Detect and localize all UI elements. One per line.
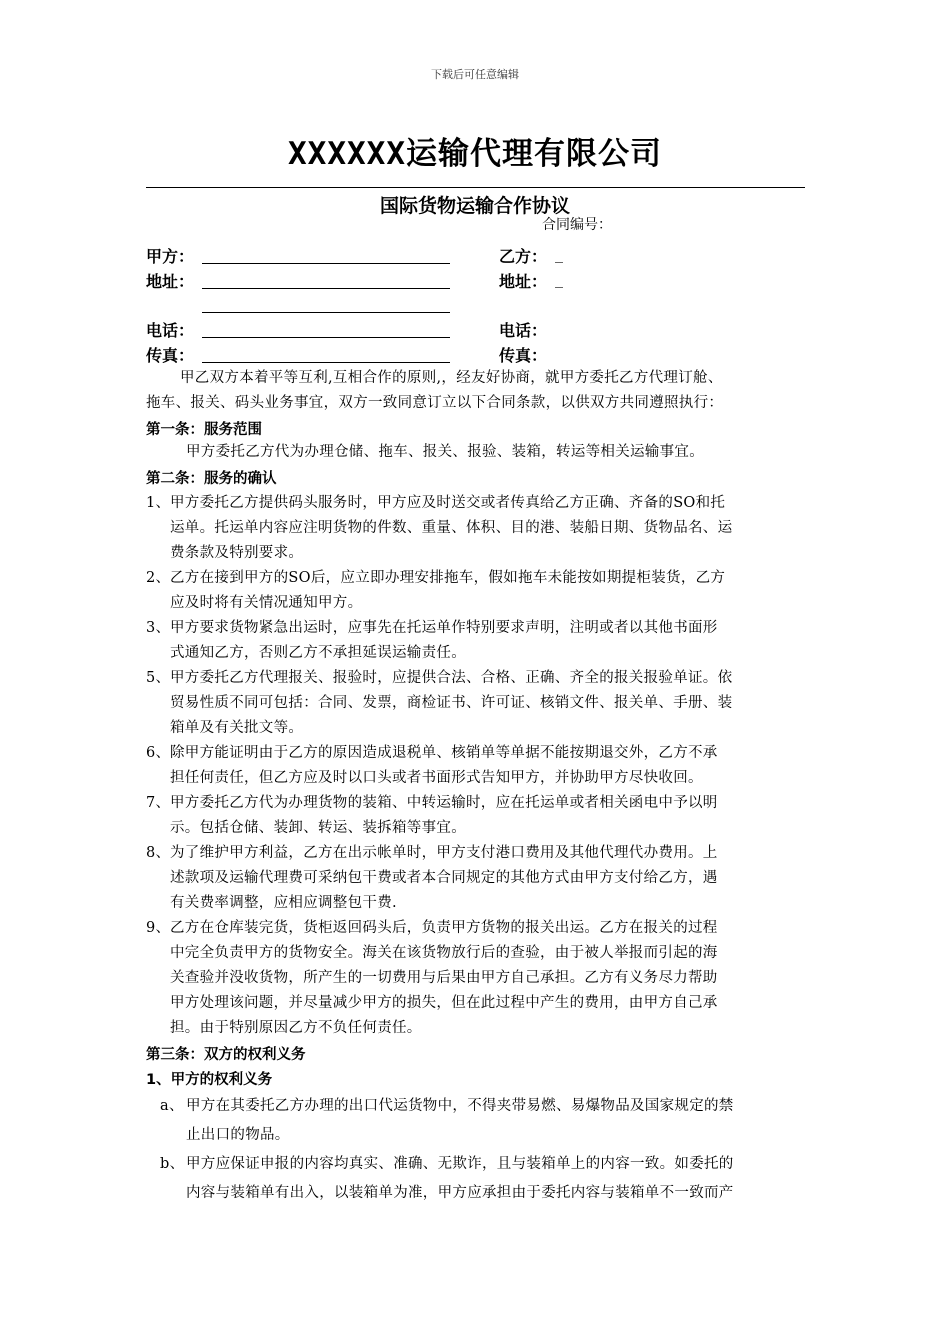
list-item-line: 中完全负责甲方的货物安全。海关在该货物放行后的查验，由于被人举报而引起的海 [170, 945, 718, 961]
list-item-line: 乙方在接到甲方的SO后，应立即办理安排拖车，假如拖车未能按如期提柜装货，乙方 [170, 570, 726, 586]
list-item-line: 乙方在仓库装完货，货柜返回码头后，负责甲方货物的报关出运。乙方在报关的过程 [170, 920, 718, 936]
list-item-line: 甲方委托乙方代为办理货物的装箱、中转运输时，应在托运单或者相关函电中予以明 [170, 795, 718, 811]
address-a-label: 地址： [146, 272, 195, 291]
address-a-line-2 [202, 312, 450, 313]
list-item-line: 担。由于特别原因乙方不负任何责任。 [170, 1020, 422, 1036]
fax-a-line [202, 362, 450, 363]
list-item-line: 甲方委托乙方代理报关、报验时，应提供合法、合格、正确、齐全的报关报验单证。依 [170, 670, 733, 686]
party-a-line [202, 263, 450, 264]
list-item-line: 有关费率调整，应相应调整包干费. [170, 895, 397, 911]
address-a-line [202, 288, 450, 289]
list-item-number: 7、 [146, 795, 171, 811]
list-item-number: 5、 [146, 670, 171, 686]
list-item-number: 8、 [146, 845, 171, 861]
list-item-number: 1、 [146, 495, 171, 511]
list-item-line: 甲方应保证申报的内容均真实、准确、无欺诈，且与装箱单上的内容一致。如委托的 [186, 1156, 734, 1172]
fax-b-label: 传真： [499, 346, 548, 365]
article-3-heading: 第三条：双方的权利义务 [146, 1047, 306, 1063]
intro-line-2: 拖车、报关、码头业务事宜，双方一致同意订立以下合同条款，以供双方共同遵照执行： [146, 395, 724, 411]
list-item-line: 甲方委托乙方提供码头服务时，甲方应及时送交或者传真给乙方正确、齐备的SO和托 [170, 495, 726, 511]
list-item-number: 2、 [146, 570, 171, 586]
list-item-line: 费条款及特别要求。 [170, 545, 304, 561]
party-a-label: 甲方： [146, 247, 195, 266]
list-item-line: 止出口的物品。 [186, 1127, 290, 1143]
address-b-blank: _ [555, 269, 563, 288]
party-b-blank: _ [555, 244, 563, 263]
list-item-number: a、 [160, 1098, 184, 1114]
list-item-number: 6、 [146, 745, 171, 761]
list-item-line: 贸易性质不同可包括：合同、发票，商检证书、许可证、核销文件、报关单、手册、装 [170, 695, 733, 711]
list-item-line: 除甲方能证明由于乙方的原因造成退税单、核销单等单据不能按期退交外，乙方不承 [170, 745, 718, 761]
article-1-text: 甲方委托乙方代为办理仓储、拖车、报关、报验、装箱，转运等相关运输事宜。 [186, 444, 704, 460]
list-item-line: 关查验并没收货物，所产生的一切费用与后果由甲方自己承担。乙方有义务尽力帮助 [170, 970, 718, 986]
article-2-heading: 第二条：服务的确认 [146, 471, 277, 487]
list-item-line: 应及时将有关情况通知甲方。 [170, 595, 363, 611]
list-item-number: b、 [160, 1156, 185, 1172]
list-item-line: 甲方在其委托乙方办理的出口代运货物中，不得夹带易燃、易爆物品及国家规定的禁 [186, 1098, 734, 1114]
list-item-line: 示。包括仓储、装卸、转运、装拆箱等事宜。 [170, 820, 466, 836]
address-b-label: 地址： [499, 272, 548, 291]
article-3-subheading-1: 1、甲方的权利义务 [146, 1072, 273, 1088]
list-item-line: 甲方要求货物紧急出运时，应事先在托运单作特别要求声明，注明或者以其他书面形 [170, 620, 718, 636]
document-title: 国际货物运输合作协议 [379, 195, 570, 217]
fax-a-label: 传真： [146, 346, 195, 365]
phone-a-line [202, 337, 450, 338]
list-item-line: 箱单及有关批文等。 [170, 720, 304, 736]
company-name: XXXXXX运输代理有限公司 [288, 136, 662, 172]
intro-line-1: 甲乙双方本着平等互利,互相合作的原则,，经友好协商，就甲方委托乙方代理订舱、 [180, 370, 723, 386]
list-item-line: 运单。托运单内容应注明货物的件数、重量、体积、目的港、装船日期、货物品名、运 [170, 520, 733, 536]
header-note: 下载后可任意编辑 [431, 68, 519, 81]
phone-a-label: 电话： [146, 321, 195, 340]
party-b-label: 乙方： [499, 247, 548, 266]
phone-b-label: 电话： [499, 321, 548, 340]
list-item-line: 述款项及运输代理费可采纳包干费或者本合同规定的其他方式由甲方支付给乙方，遇 [170, 870, 718, 886]
list-item-line: 为了维护甲方利益，乙方在出示帐单时，甲方支付港口费用及其他代理代办费用。上 [170, 845, 718, 861]
list-item-line: 内容与装箱单有出入，以装箱单为准，甲方应承担由于委托内容与装箱单不一致而产 [186, 1185, 734, 1201]
contract-number-label: 合同编号： [542, 217, 612, 233]
list-item-line: 担任何责任，但乙方应及时以口头或者书面形式告知甲方，并协助甲方尽快收回。 [170, 770, 703, 786]
list-item-line: 甲方处理该问题，并尽量减少甲方的损失，但在此过程中产生的费用，由甲方自己承 [170, 995, 718, 1011]
list-item-line: 式通知乙方，否则乙方不承担延误运输责任。 [170, 645, 466, 661]
list-item-number: 3、 [146, 620, 171, 636]
article-1-heading: 第一条：服务范围 [146, 422, 262, 438]
title-divider [146, 187, 805, 188]
list-item-number: 9、 [146, 920, 171, 936]
